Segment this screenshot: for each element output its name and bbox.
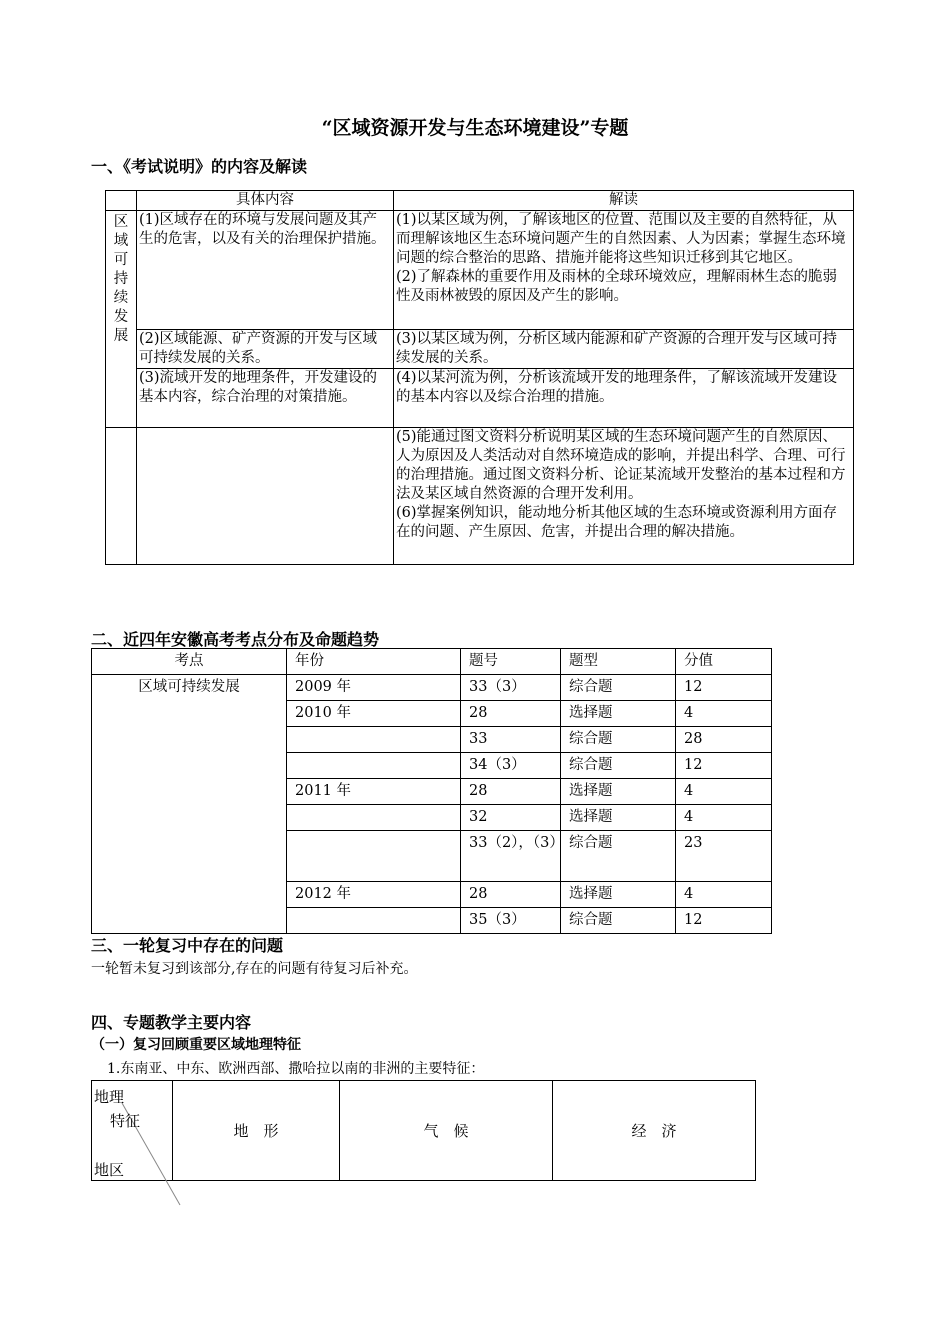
corner-mid-label: 特征 xyxy=(110,1112,141,1130)
table-row xyxy=(92,675,772,701)
exam-distribution-table xyxy=(91,648,772,934)
interpret-para: (2)了解森林的重要作用及雨林的全球环境效应，理解雨林生态的脆弱性及雨林被毁的原因及产生的影响。 xyxy=(396,269,838,304)
score-cell: 4 xyxy=(676,805,772,831)
score-cell: 4 xyxy=(676,701,772,727)
type-cell: 综合题 xyxy=(561,908,676,934)
score-cell: 12 xyxy=(676,753,772,779)
interpret-para: (6)掌握案例知识，能动地分析其他区域的生态环境或资源利用方面存在的问题、产生原因、危害，并提出合理的解决措施。 xyxy=(396,505,838,540)
side-label-cell xyxy=(106,211,137,428)
col-header-year: 年份 xyxy=(287,649,461,675)
section-4-subheading: （一）复习回顾重要区域地理特征 xyxy=(91,1037,301,1053)
number-cell: 34（3） xyxy=(461,753,561,779)
type-cell: 选择题 xyxy=(561,882,676,908)
type-cell: 综合题 xyxy=(561,727,676,753)
year-cell xyxy=(287,831,461,882)
score-cell: 12 xyxy=(676,675,772,701)
year-cell: 2012 年 xyxy=(287,882,461,908)
corner-bottom-label: 地区 xyxy=(94,1161,125,1179)
number-cell: 28 xyxy=(461,779,561,805)
side-char: 发 xyxy=(113,309,129,325)
score-cell: 23 xyxy=(676,831,772,882)
interpret-para: (5)能通过图文资料分析说明某区域的生态环境问题产生的自然原因、人为原因及人类活动对自然环境造成的影响，并提出科学、合理、可行的治理措施。通过图文资料分析、论证某流域开发整治的基本过程和方法及某区域自然资源的合理开发利用。 xyxy=(396,429,846,502)
year-cell xyxy=(287,727,461,753)
year-cell xyxy=(287,805,461,831)
score-cell: 28 xyxy=(676,727,772,753)
number-cell: 33（3） xyxy=(461,675,561,701)
content-cell: (3)流域开发的地理条件，开发建设的基本内容，综合治理的对策措施。 xyxy=(137,369,394,428)
number-cell: 28 xyxy=(461,701,561,727)
col-header-score: 分值 xyxy=(676,649,772,675)
blank-side-cell xyxy=(106,428,137,565)
interpret-para: (4)以某河流为例，分析该流域开发的地理条件，了解该流域开发建设的基本内容以及综合治理的措施。 xyxy=(396,370,838,405)
score-cell: 4 xyxy=(676,882,772,908)
col-terrain: 地 形 xyxy=(173,1081,340,1181)
year-cell xyxy=(287,908,461,934)
side-char: 区 xyxy=(113,214,129,230)
corner-cell xyxy=(92,1081,173,1181)
interpret-cell xyxy=(394,369,854,428)
score-cell: 12 xyxy=(676,908,772,934)
content-cell xyxy=(137,428,394,565)
year-cell: 2011 年 xyxy=(287,779,461,805)
type-cell: 综合题 xyxy=(561,753,676,779)
type-cell: 选择题 xyxy=(561,805,676,831)
side-char: 可 xyxy=(113,252,129,268)
interpret-para: (1)以某区域为例，了解该地区的位置、范围以及主要的自然特征，从而理解该地区生态环境问题产生的自然因素、人为因素；掌握生态环境问题的综合整治的思路、措施并能将这些知识迁移到其它地区。 xyxy=(396,212,846,266)
section-3-text: 一轮暂未复习到该部分,存在的问题有待复习后补充。 xyxy=(91,961,418,977)
year-cell: 2009 年 xyxy=(287,675,461,701)
interpret-para: (3)以某区域为例，分析区域内能源和矿产资源的合理开发与区域可持续发展的关系。 xyxy=(396,331,838,366)
number-cell: 32 xyxy=(461,805,561,831)
section-2-heading: 二、近四年安徽高考考点分布及命题趋势 xyxy=(91,630,380,649)
number-cell: 28 xyxy=(461,882,561,908)
section-1-heading: 一、《考试说明》的内容及解读 xyxy=(91,157,308,176)
header-interpret: 解读 xyxy=(394,191,854,211)
type-cell: 综合题 xyxy=(561,831,676,882)
type-cell: 选择题 xyxy=(561,779,676,805)
section-4-item-1: 1.东南亚、中东、欧洲西部、撒哈拉以南的非洲的主要特征： xyxy=(107,1061,485,1077)
year-cell xyxy=(287,753,461,779)
side-char: 持 xyxy=(113,271,129,287)
section-4-heading: 四、专题教学主要内容 xyxy=(91,1013,252,1032)
type-cell: 综合题 xyxy=(561,675,676,701)
score-cell: 4 xyxy=(676,779,772,805)
content-cell: (2)区域能源、矿产资源的开发与区域可持续发展的关系。 xyxy=(137,330,394,369)
col-header-number: 题号 xyxy=(461,649,561,675)
number-cell: 33 xyxy=(461,727,561,753)
corner-top-label: 地理 xyxy=(94,1088,125,1106)
side-char: 续 xyxy=(113,290,129,306)
header-content: 具体内容 xyxy=(137,191,394,211)
type-cell: 选择题 xyxy=(561,701,676,727)
interpret-cell xyxy=(394,211,854,330)
col-climate: 气 候 xyxy=(340,1081,553,1181)
content-cell: (1)区域存在的环境与发展问题及其产生的危害，以及有关的治理保护措施。 xyxy=(137,211,394,330)
section-3-heading: 三、一轮复习中存在的问题 xyxy=(91,936,284,955)
col-economy: 经 济 xyxy=(553,1081,756,1181)
side-char: 展 xyxy=(113,328,129,344)
year-cell: 2010 年 xyxy=(287,701,461,727)
interpret-cell xyxy=(394,428,854,565)
side-char: 域 xyxy=(113,233,129,249)
interpret-cell xyxy=(394,330,854,369)
region-feature-table xyxy=(91,1080,756,1181)
page-title: “区域资源开发与生态环境建设”专题 xyxy=(321,117,629,139)
header-blank-cell xyxy=(106,191,137,211)
col-header-topic: 考点 xyxy=(92,649,287,675)
col-header-type: 题型 xyxy=(561,649,676,675)
topic-cell: 区域可持续发展 xyxy=(92,675,287,934)
number-cell: 33（2），（3） xyxy=(461,831,561,882)
exam-description-table xyxy=(105,190,854,565)
number-cell: 35（3） xyxy=(461,908,561,934)
